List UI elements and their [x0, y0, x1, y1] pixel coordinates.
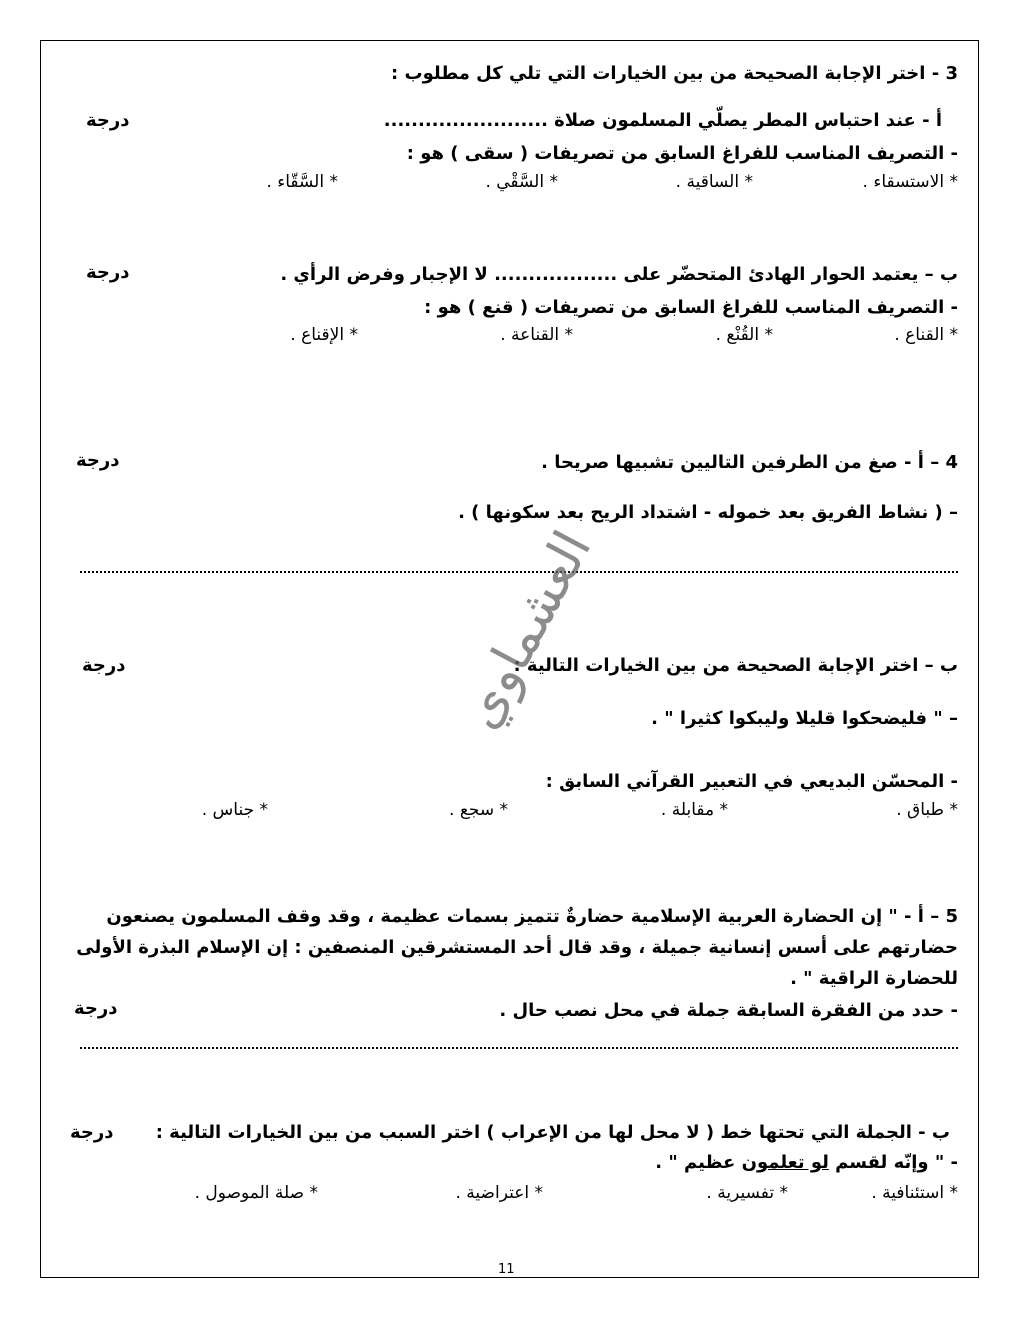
- q4b-options: [178, 800, 958, 822]
- page-number: 11: [498, 1262, 515, 1277]
- answer-line-q5a: [80, 1047, 958, 1049]
- q5b-verse-underlined: لو تعلمون: [741, 1152, 829, 1173]
- q3b-options: [258, 325, 958, 347]
- q5b-verse-start: - " وإنّه لقسم: [828, 1152, 958, 1173]
- q3a-options: [198, 172, 958, 194]
- q3-heading: 3 - اختر الإجابة الصحيحة من بين الخيارات التي تلي كل مطلوب :: [391, 63, 958, 84]
- q4b-verse: – " فليضحكوا قليلا وليبكوا كثيرا " .: [651, 708, 958, 729]
- q4b-option-1: * طباق .: [896, 800, 958, 820]
- q5-paragraph-line2: حضارتهم على أسس إنسانية جميلة ، وقد قال أحد المستشرقين المنصفين : إن الإسلام البذرة الأولى: [76, 937, 958, 958]
- q5b-option-1: * استئنافية .: [871, 1183, 958, 1203]
- q5b-grade: درجة: [70, 1122, 114, 1143]
- q3a-grade: درجة: [86, 110, 130, 131]
- q4b-option-4: * جناس .: [201, 800, 268, 820]
- q4b-option-2: * مقابلة .: [660, 800, 728, 820]
- q5b-verse: [655, 1152, 958, 1173]
- q4b-heading: ب – اختر الإجابة الصحيحة من بين الخيارات التالية :: [513, 655, 958, 676]
- watermark-signature: العشماوي: [450, 521, 604, 739]
- q4a-pair: – ( نشاط الفريق بعد خموله - اشتداد الريح بعد سكونها ) .: [458, 502, 958, 523]
- q5b-option-2: * تفسيرية .: [706, 1183, 788, 1203]
- q3b-option-3: * القناعة .: [500, 325, 573, 345]
- q4b-grade: درجة: [82, 655, 126, 676]
- q5a-question: - حدد من الفقرة السابقة جملة في محل نصب حال .: [499, 1000, 958, 1021]
- q3a-option-1: * الاستسقاء .: [862, 172, 958, 192]
- q3a-sentence: أ - عند احتباس المطر يصلّي المسلمون صلاة ........................: [383, 110, 942, 131]
- q3b-question: - التصريف المناسب للفراغ السابق من تصريفات ( قنع ) هو :: [424, 297, 958, 318]
- q4b-option-3: * سجع .: [449, 800, 508, 820]
- q5b-option-4: * صلة الموصول .: [194, 1183, 318, 1203]
- q5b-verse-end: عظيم " .: [655, 1152, 742, 1173]
- q4a-heading: 4 – أ - صغ من الطرفين التاليين تشبيها صريحا .: [541, 452, 958, 473]
- q3b-grade: درجة: [86, 262, 130, 283]
- q5-paragraph-line1: 5 – أ - " إن الحضارة العربية الإسلامية حضارةٌ تتميز بسمات عظيمة ، وقد وقف المسلمون يصنعون: [106, 906, 958, 927]
- q3b-option-1: * القناع .: [894, 325, 958, 345]
- q3a-option-4: * السَّقّاء .: [266, 172, 338, 192]
- q5b-option-3: * اعتراضية .: [455, 1183, 543, 1203]
- q3a-option-3: * السَّقْي .: [485, 172, 558, 192]
- q3b-sentence: ب – يعتمد الحوار الهادئ المتحضّر على .................. لا الإجبار وفرض الرأي .: [280, 264, 958, 285]
- q5b-heading: ب - الجملة التي تحتها خط ( لا محل لها من الإعراب ) اختر السبب من بين الخيارات التالية :: [155, 1122, 950, 1143]
- q5a-grade: درجة: [74, 998, 118, 1019]
- q4a-grade: درجة: [76, 450, 120, 471]
- q3a-question: - التصريف المناسب للفراغ السابق من تصريفات ( سقى ) هو :: [406, 143, 958, 164]
- q5b-options: [168, 1183, 958, 1205]
- q3b-option-4: * الإقناع .: [290, 325, 358, 345]
- answer-line-q4a: [80, 571, 958, 573]
- q3b-option-2: * القُنْع .: [715, 325, 773, 345]
- q4b-question: - المحسّن البديعي في التعبير القرآني السابق :: [545, 771, 958, 792]
- q3a-option-2: * الساقية .: [675, 172, 753, 192]
- q5-paragraph-line3: للحضارة الراقية " .: [790, 968, 958, 989]
